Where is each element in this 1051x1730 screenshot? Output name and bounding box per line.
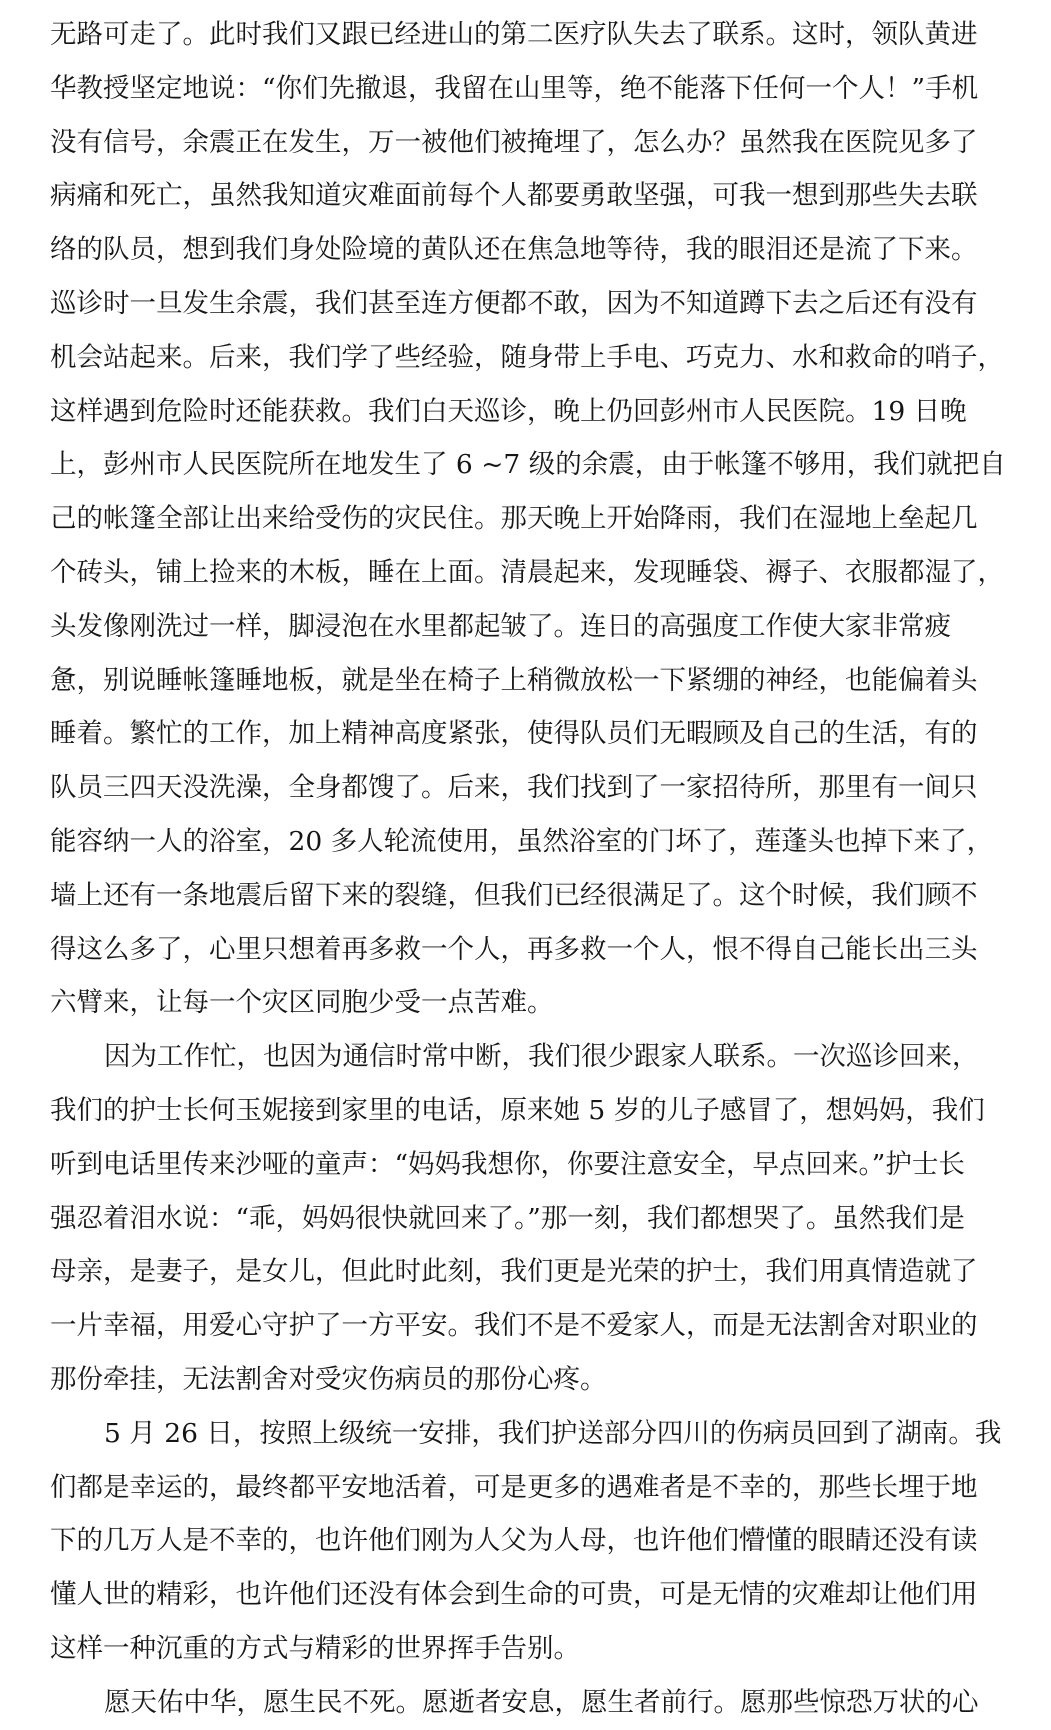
text-line: 个砖头，铺上捡来的木板，睡在上面。清晨起来，发现睡袋、褥子、衣服都湿了， xyxy=(50,556,1004,588)
text-line: 这样一种沉重的方式与精彩的世界挥手告别。 xyxy=(50,1632,580,1664)
text-line: 因为工作忙，也因为通信时常中断，我们很少跟家人联系。一次巡诊回来， xyxy=(104,1041,979,1073)
text-line: 无路可走了。此时我们又跟已经进山的第二医疗队失去了联系。这时，领队黄进 xyxy=(50,19,978,50)
text-line: 华教授坚定地说：“你们先撤退，我留在山里等，绝不能落下任何一个人！”手机 xyxy=(50,72,979,104)
text-line: 我们的护士长何玉妮接到家里的电话，原来她 5 岁的儿子感冒了，想妈妈，我们 xyxy=(50,1094,985,1126)
text-line: 机会站起来。后来，我们学了些经验，随身带上手电、巧克力、水和救命的哨子， xyxy=(50,341,1004,373)
text-line: 懂人世的精彩，也许他们还没有体会到生命的可贵，可是无情的灾难却让他们用 xyxy=(50,1579,978,1611)
text-line: 强忍着泪水说：“乖，妈妈很快就回来了。”那一刻，我们都想哭了。虽然我们是 xyxy=(50,1202,965,1234)
paragraph-4 xyxy=(50,1676,1035,1730)
paragraph-3 xyxy=(50,1407,1035,1676)
text-line: 病痛和死亡，虽然我知道灾难面前每个人都要勇敢坚强，可我一想到那些失去联 xyxy=(50,180,978,212)
text-line: 己的帐篷全部让出来给受伤的灾民住。那天晚上开始降雨，我们在湿地上垒起几 xyxy=(50,503,978,535)
text-line: 六臂来，让每一个灾区同胞少受一点苦难。 xyxy=(50,987,554,1019)
text-line: 头发像刚洗过一样，脚浸泡在水里都起皱了。连日的高强度工作使大家非常疲 xyxy=(50,610,951,642)
text-line: 惫，别说睡帐篷睡地板，就是坐在椅子上稍微放松一下紧绷的神经，也能偏着头 xyxy=(50,664,978,696)
text-line: 没有信号，余震正在发生，万一被他们被掩埋了，怎么办？虽然我在医院见多了 xyxy=(50,126,978,158)
document-page xyxy=(50,8,1035,1730)
text-line: 听到电话里传来沙哑的童声：“妈妈我想你，你要注意安全，早点回来。”护士长 xyxy=(50,1148,965,1180)
text-line: 那份牵挂，无法割舍对受灾伤病员的那份心疼。 xyxy=(50,1363,607,1395)
text-line: 墙上还有一条地震后留下来的裂缝，但我们已经很满足了。这个时候，我们顾不 xyxy=(50,879,978,911)
text-line: 这样遇到危险时还能获救。我们白天巡诊，晚上仍回彭州市人民医院。19 日晚 xyxy=(50,395,967,427)
text-line: 能容纳一人的浴室，20 多人轮流使用，虽然浴室的门坏了，莲蓬头也掉下来了， xyxy=(50,825,994,857)
text-line: 上，彭州市人民医院所在地发生了 6 ~7 级的余震，由于帐篷不够用，我们就把自 xyxy=(50,449,1006,481)
text-line: 愿天佑中华，愿生民不死。愿逝者安息，愿生者前行。愿那些惊恐万状的心 xyxy=(104,1686,979,1718)
text-line: 5 月 26 日，按照上级统一安排，我们护送部分四川的伤病员回到了湖南。我 xyxy=(104,1417,1002,1449)
paragraph-2 xyxy=(50,1030,1035,1407)
text-line: 们都是幸运的，最终都平安地活着，可是更多的遇难者是不幸的，那些长埋于地 xyxy=(50,1471,978,1503)
text-line: 得这么多了，心里只想着再多救一个人，再多救一个人，恨不得自己能长出三头 xyxy=(50,933,978,965)
paragraph-1 xyxy=(50,8,1035,1030)
text-line: 母亲，是妻子，是女儿，但此时此刻，我们更是光荣的护士，我们用真情造就了 xyxy=(50,1256,978,1288)
text-line: 队员三四天没洗澡，全身都馊了。后来，我们找到了一家招待所，那里有一间只 xyxy=(50,772,978,804)
text-line: 睡着。繁忙的工作，加上精神高度紧张，使得队员们无暇顾及自己的生活，有的 xyxy=(50,718,978,750)
text-line: 下的几万人是不幸的，也许他们刚为人父为人母，也许他们懵懂的眼睛还没有读 xyxy=(50,1525,978,1557)
text-line: 络的队员，想到我们身处险境的黄队还在焦急地等待，我的眼泪还是流了下来。 xyxy=(50,234,978,266)
text-line: 巡诊时一旦发生余震，我们甚至连方便都不敢，因为不知道蹲下去之后还有没有 xyxy=(50,287,978,319)
text-line: 一片幸福，用爱心守护了一方平安。我们不是不爱家人，而是无法割舍对职业的 xyxy=(50,1310,978,1342)
